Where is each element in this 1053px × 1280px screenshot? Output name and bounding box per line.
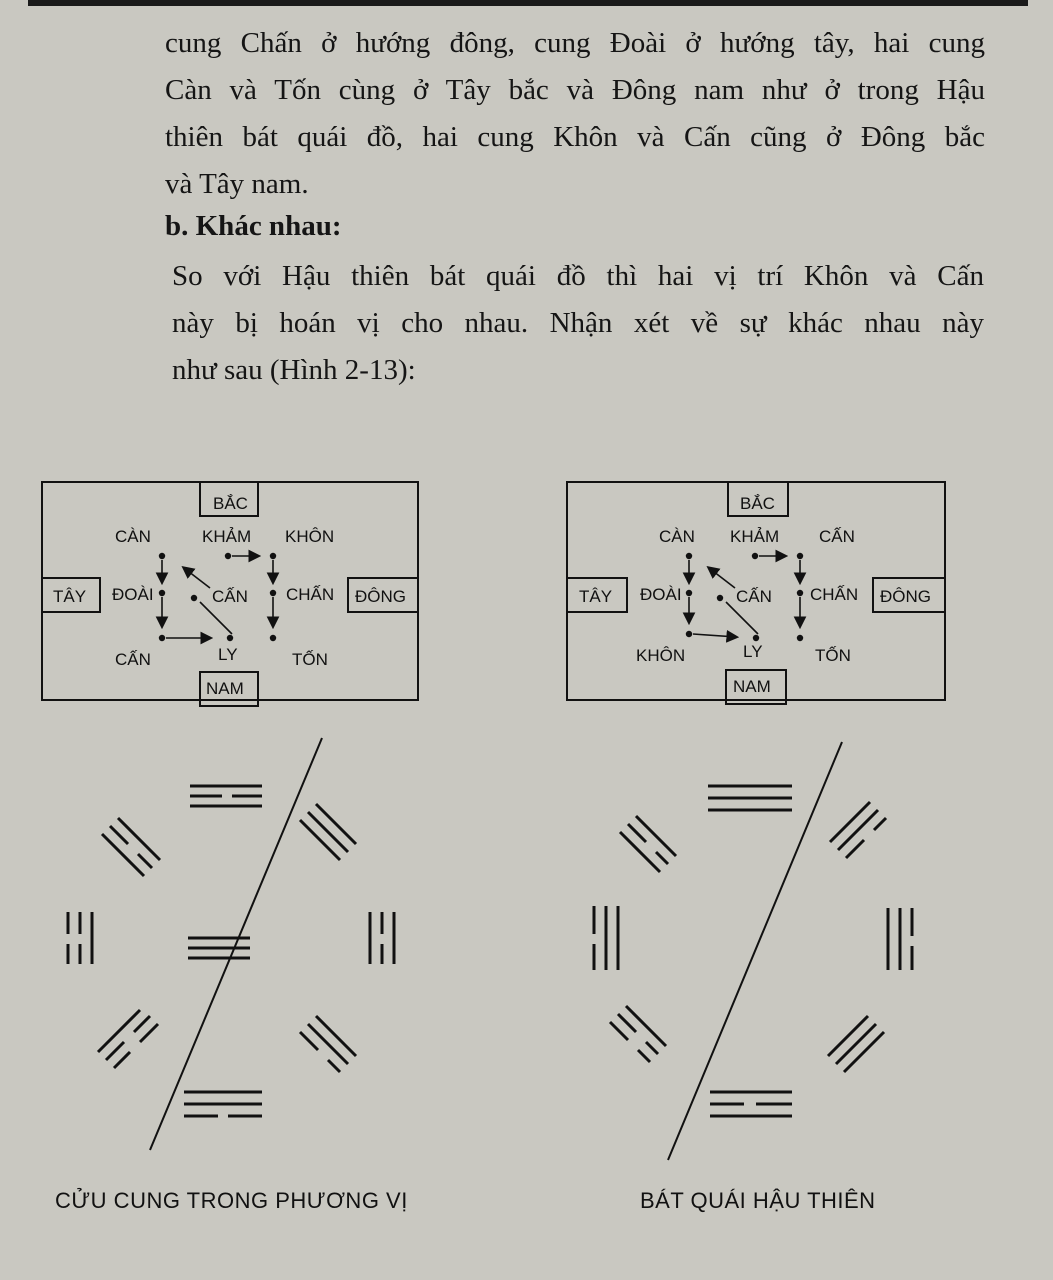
label-center: CẤN bbox=[736, 587, 772, 606]
trigram-lower-right bbox=[828, 1016, 884, 1072]
text-line: thiên bát quái đồ, hai cung Khôn và Cấn cũng ở Đông bắc bbox=[165, 121, 985, 153]
text-line: cung Chấn ở hướng đông, cung Đoài ở hướng tây, hai cung bbox=[165, 27, 985, 59]
label-ton: TỐN bbox=[815, 646, 851, 665]
label-can-ne: CẤN bbox=[819, 527, 855, 546]
section-heading: b. Khác nhau: bbox=[165, 210, 342, 242]
axis-line bbox=[668, 742, 842, 1160]
label-chan: CHẤN bbox=[286, 585, 335, 604]
trigram-bottom bbox=[184, 1092, 262, 1116]
text-line: So với Hậu thiên bát quái đồ thì hai vị trí Khôn và Cấn bbox=[172, 260, 984, 292]
text-line: và Tây nam. bbox=[165, 168, 309, 200]
label-khon-sw: KHÔN bbox=[636, 646, 686, 665]
trigram-upper-right bbox=[300, 804, 356, 860]
paragraph-differences bbox=[172, 253, 984, 394]
label-nam: NAM bbox=[733, 677, 771, 696]
label-can-nw: CÀN bbox=[659, 527, 695, 546]
text-line: này bị hoán vị cho nhau. Nhận xét về sự khác nhau này bbox=[172, 307, 984, 339]
text-line: như sau (Hình 2-13): bbox=[172, 354, 416, 386]
label-center: CẤN bbox=[212, 587, 248, 606]
top-rule bbox=[28, 0, 1028, 6]
trigram-top bbox=[708, 786, 792, 810]
label-nam: NAM bbox=[206, 679, 244, 698]
trigram-top bbox=[190, 786, 262, 806]
caption-right: BÁT QUÁI HẬU THIÊN bbox=[640, 1188, 876, 1213]
label-bac: BẮC bbox=[740, 494, 775, 513]
trigram-right bbox=[370, 912, 394, 964]
trigram-right bbox=[888, 908, 912, 970]
label-can-sw: CẤN bbox=[115, 650, 151, 669]
trigram-left bbox=[594, 906, 618, 970]
label-can-nw: CÀN bbox=[115, 527, 151, 546]
text-line: Càn và Tốn cùng ở Tây bắc và Đông nam như ở trong Hậu bbox=[165, 74, 985, 106]
label-kham: KHẢM bbox=[202, 527, 252, 546]
trigram-octagon-left bbox=[68, 738, 394, 1150]
label-kham: KHẢM bbox=[730, 527, 780, 546]
label-dong: ĐÔNG bbox=[355, 587, 406, 606]
trigram-bottom bbox=[710, 1092, 792, 1116]
label-ly: LY bbox=[218, 645, 238, 664]
label-doai: ĐOÀI bbox=[112, 585, 154, 604]
trigram-upper-right bbox=[830, 802, 886, 858]
figure-2-13 bbox=[0, 460, 1053, 1180]
label-ton: TỐN bbox=[292, 650, 328, 669]
axis-line bbox=[150, 738, 322, 1150]
trigram-lower-left bbox=[610, 1006, 666, 1062]
trigram-upper-left bbox=[102, 818, 160, 876]
caption-left: CỬU CUNG TRONG PHƯƠNG VỊ bbox=[55, 1188, 408, 1213]
label-chan: CHẤN bbox=[810, 585, 859, 604]
trigram-lower-right bbox=[300, 1016, 356, 1072]
paragraph-similarities bbox=[165, 20, 985, 208]
trigram-octagon-right bbox=[594, 742, 912, 1160]
trigram-center bbox=[188, 938, 250, 958]
trigram-upper-left bbox=[620, 816, 676, 872]
trigram-left bbox=[68, 912, 92, 964]
label-bac: BẮC bbox=[213, 494, 248, 513]
label-tay: TÂY bbox=[53, 587, 87, 606]
label-tay: TÂY bbox=[579, 587, 613, 606]
trigram-lower-left bbox=[98, 1010, 158, 1068]
label-ly: LY bbox=[743, 642, 763, 661]
label-doai: ĐOÀI bbox=[640, 585, 682, 604]
label-khon-ne: KHÔN bbox=[285, 527, 335, 546]
label-dong: ĐÔNG bbox=[880, 587, 931, 606]
